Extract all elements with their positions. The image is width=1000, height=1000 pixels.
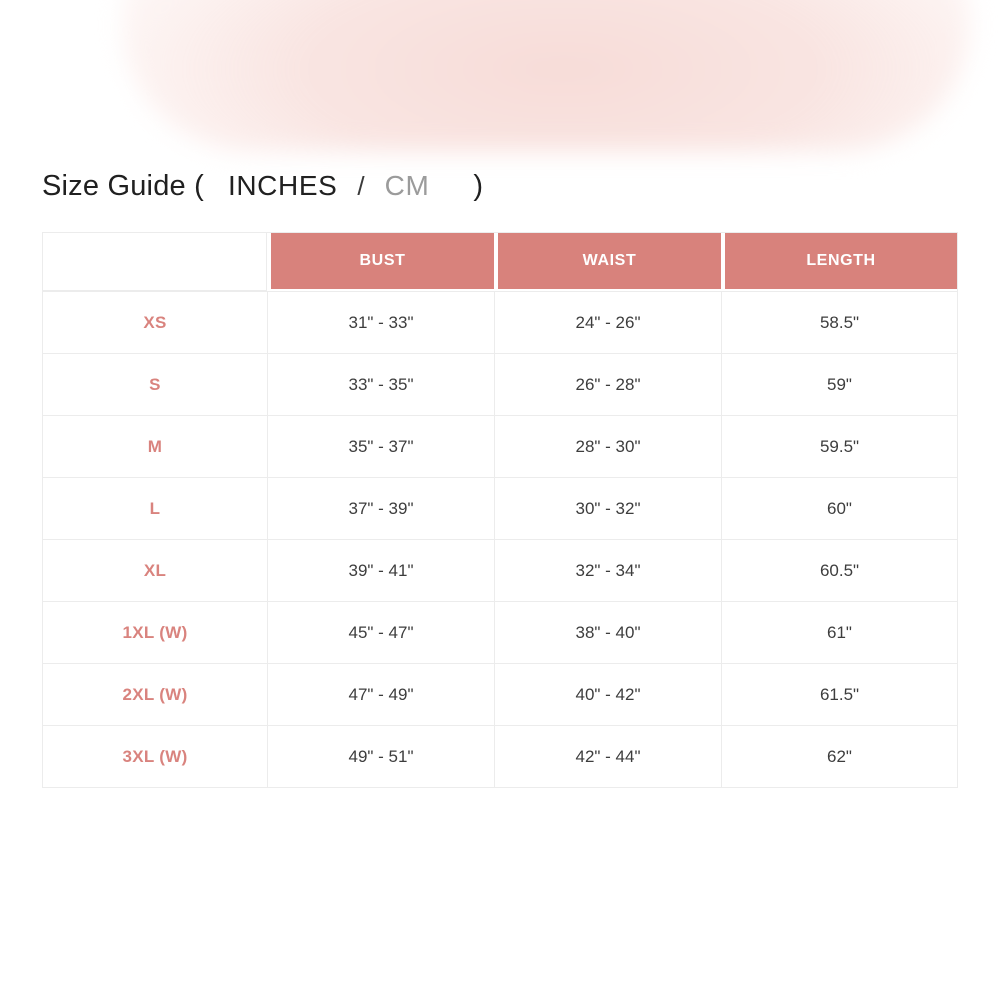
waist-value: 30" - 32" bbox=[494, 477, 721, 539]
size-label: L bbox=[43, 477, 267, 539]
unit-separator: / bbox=[357, 171, 365, 201]
length-value: 59.5" bbox=[721, 415, 957, 477]
length-value: 60.5" bbox=[721, 539, 957, 601]
header-corner-cell bbox=[43, 233, 267, 291]
title-prefix: Size Guide ( bbox=[42, 170, 204, 202]
header-waist: WAIST bbox=[494, 233, 721, 291]
waist-value: 24" - 26" bbox=[494, 291, 721, 353]
length-value: 61.5" bbox=[721, 663, 957, 725]
length-value: 62" bbox=[721, 725, 957, 787]
bust-value: 49" - 51" bbox=[267, 725, 494, 787]
table-row bbox=[43, 539, 957, 601]
pink-gradient-blob bbox=[122, 0, 970, 151]
size-label: 2XL (W) bbox=[43, 663, 267, 725]
waist-value: 42" - 44" bbox=[494, 725, 721, 787]
table-row bbox=[43, 601, 957, 663]
bust-value: 33" - 35" bbox=[267, 353, 494, 415]
table-row bbox=[43, 725, 957, 787]
size-guide-table bbox=[42, 232, 958, 788]
table-row bbox=[43, 477, 957, 539]
size-label: M bbox=[43, 415, 267, 477]
waist-value: 38" - 40" bbox=[494, 601, 721, 663]
table-row bbox=[43, 663, 957, 725]
unit-toggle-inches[interactable]: INCHES bbox=[227, 170, 338, 201]
size-label: 1XL (W) bbox=[43, 601, 267, 663]
bust-value: 37" - 39" bbox=[267, 477, 494, 539]
waist-value: 26" - 28" bbox=[494, 353, 721, 415]
unit-toggle-cm[interactable]: CM bbox=[384, 170, 430, 201]
bust-value: 39" - 41" bbox=[267, 539, 494, 601]
waist-value: 32" - 34" bbox=[494, 539, 721, 601]
length-value: 60" bbox=[721, 477, 957, 539]
table-row bbox=[43, 291, 957, 353]
header-bust: BUST bbox=[267, 233, 494, 291]
table-row bbox=[43, 415, 957, 477]
waist-value: 28" - 30" bbox=[494, 415, 721, 477]
bust-value: 47" - 49" bbox=[267, 663, 494, 725]
table-header bbox=[43, 233, 957, 291]
size-label: XL bbox=[43, 539, 267, 601]
table-body bbox=[43, 291, 957, 787]
header-row bbox=[43, 233, 957, 291]
size-label: XS bbox=[43, 291, 267, 353]
bust-value: 35" - 37" bbox=[267, 415, 494, 477]
table-row bbox=[43, 353, 957, 415]
length-value: 59" bbox=[721, 353, 957, 415]
bust-value: 45" - 47" bbox=[267, 601, 494, 663]
size-label: S bbox=[43, 353, 267, 415]
page-title bbox=[42, 170, 483, 203]
title-suffix: ) bbox=[473, 170, 484, 202]
size-label: 3XL (W) bbox=[43, 725, 267, 787]
bust-value: 31" - 33" bbox=[267, 291, 494, 353]
waist-value: 40" - 42" bbox=[494, 663, 721, 725]
length-value: 61" bbox=[721, 601, 957, 663]
header-length: LENGTH bbox=[721, 233, 957, 291]
length-value: 58.5" bbox=[721, 291, 957, 353]
